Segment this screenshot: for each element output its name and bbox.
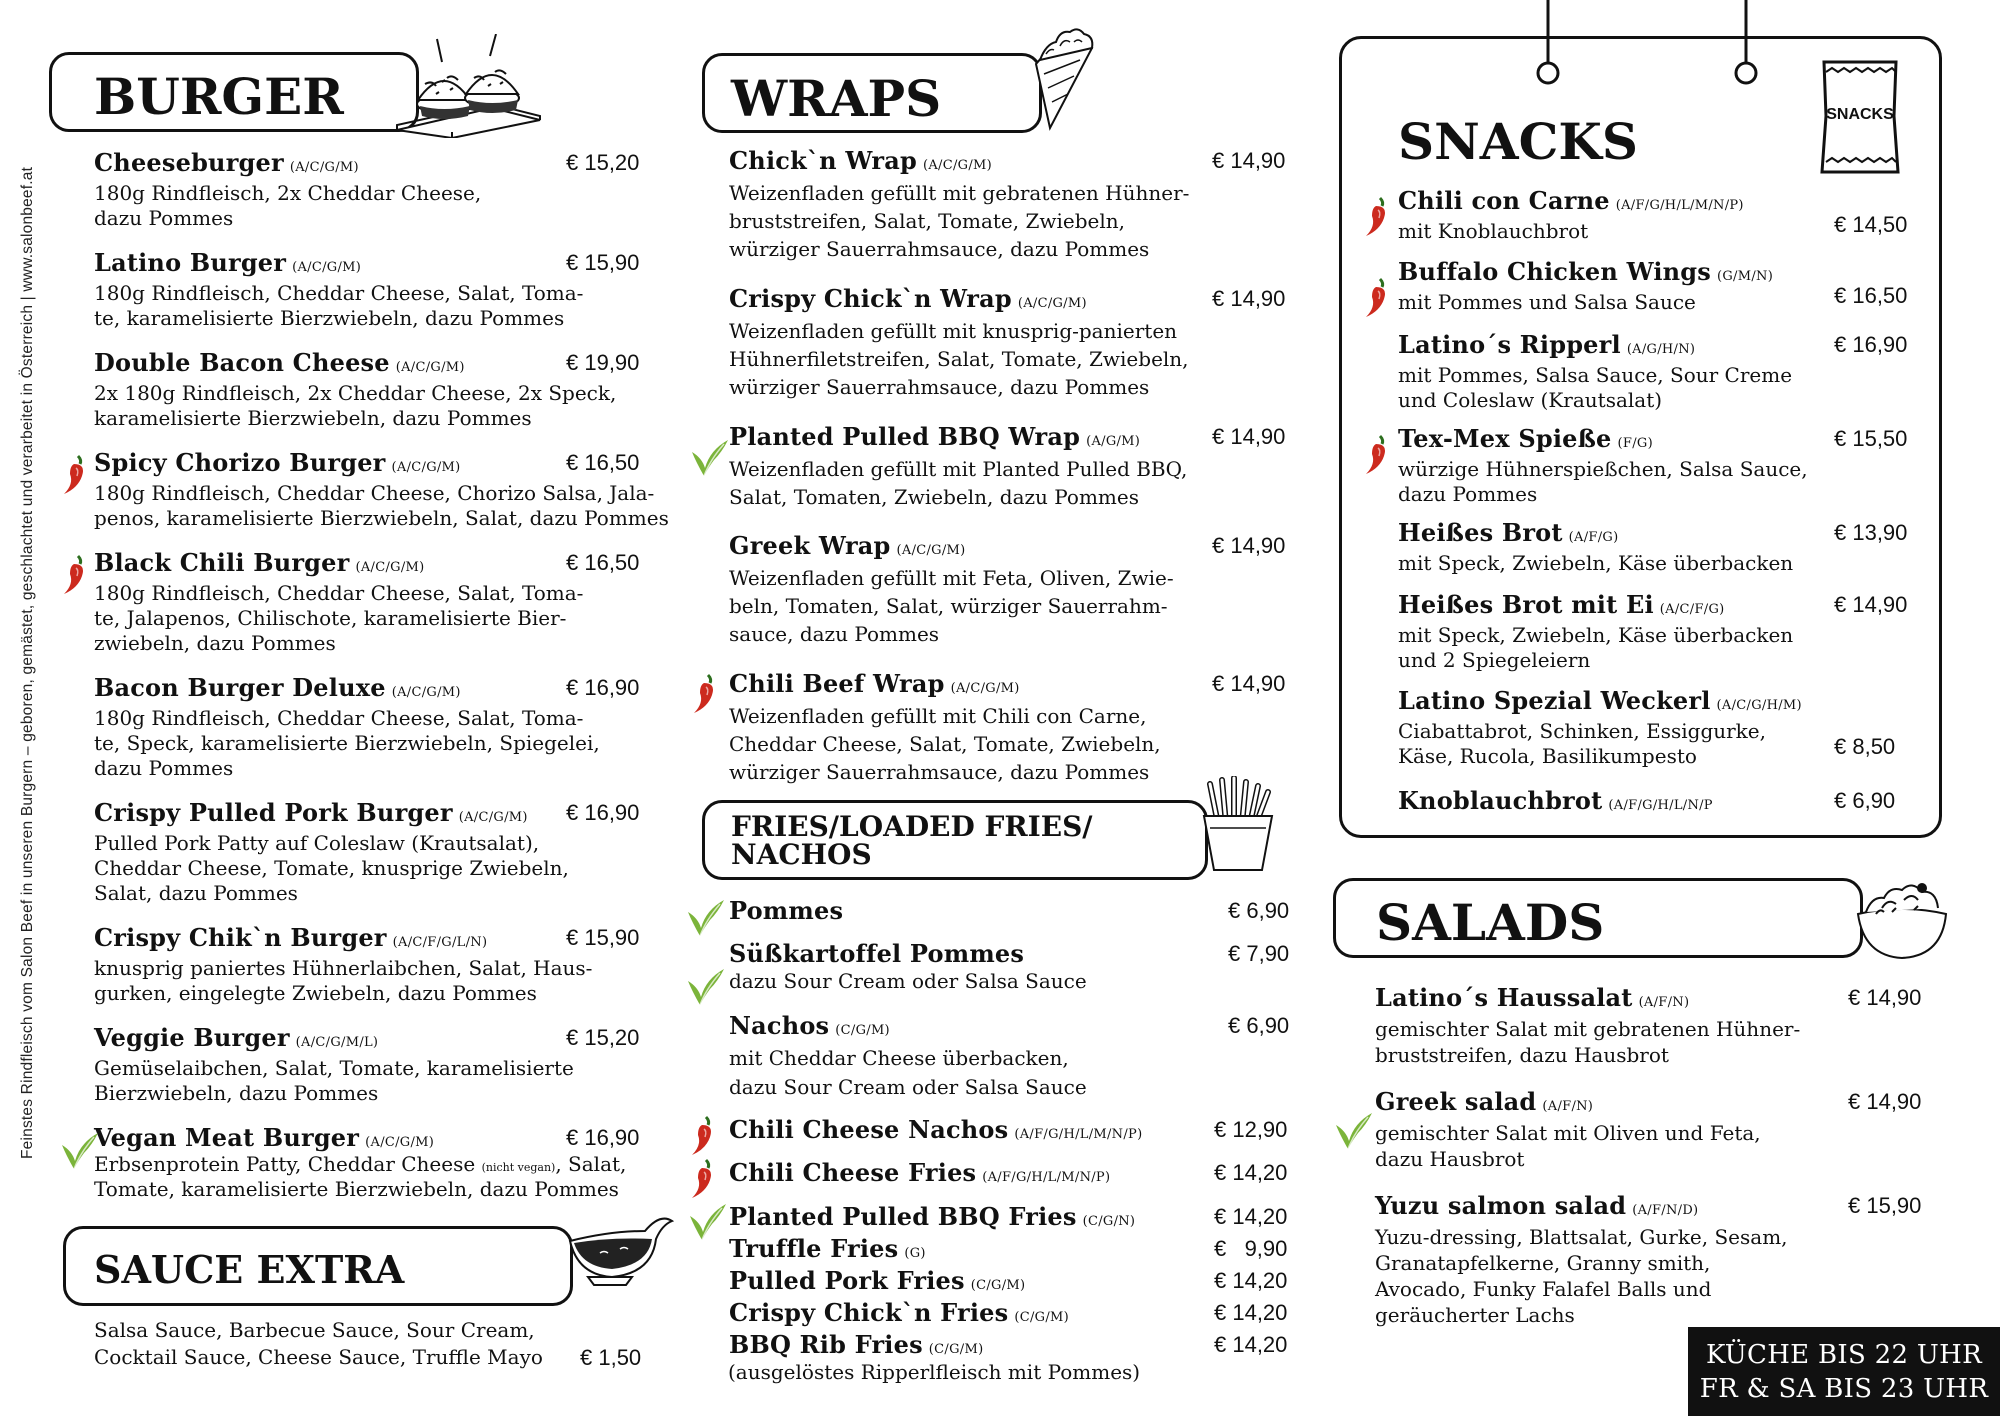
- item-allergens: (G/M/N): [1717, 269, 1774, 284]
- item-price: € 15,90: [566, 925, 640, 950]
- item-price: € 14,90: [1848, 1089, 1922, 1114]
- leaf-vegan-icon: [1334, 1111, 1374, 1155]
- item-description: 180g Rindfleisch, 2x Cheddar Cheese, dazu Pommes: [94, 181, 482, 230]
- item-description: Weizenfladen gefüllt mit knusprig-panierten Hühnerfiletstreifen, Salat, Tomate, Zwiebeln, würziger Sauerrahmsauce, dazu Pommes: [729, 319, 1189, 399]
- item-price: € 14,50: [1834, 212, 1908, 237]
- item-name: Yuzu salmon salad: [1375, 1191, 1627, 1220]
- item-name: Planted Pulled BBQ Fries: [729, 1202, 1077, 1231]
- sauce-line-1: Salsa Sauce, Barbecue Sauce, Sour Cream,: [94, 1318, 535, 1342]
- fries-illustration: [1196, 776, 1280, 874]
- leaf-vegan-icon: [690, 438, 730, 482]
- snack-item: [1398, 188, 1744, 244]
- item-allergens: (C/G/M): [1014, 1310, 1069, 1325]
- leaf-vegan-icon: [686, 967, 726, 1011]
- kitchen-hours: [1688, 1327, 2000, 1416]
- item-description: mit Cheddar Cheese überbacken, dazu Sour Cream oder Salsa Sauce: [729, 1046, 1087, 1099]
- item-price: € 15,20: [566, 1025, 640, 1050]
- side-note: Feinstes Rindfleisch vom Salon Beef in unseren Burgern – geboren, gemästet, geschlachtet und verarbeitet in Österreich | www.salonbeef.at: [19, 166, 36, 1159]
- item-price: € 6,90: [1834, 788, 1896, 813]
- item-name: Heißes Brot: [1398, 518, 1563, 547]
- item-name: Chili Beef Wrap: [729, 669, 945, 698]
- item-name: Süßkartoffel Pommes: [729, 939, 1025, 968]
- item-description: gemischter Salat mit Oliven und Feta, dazu Hausbrot: [1375, 1121, 1761, 1171]
- burger-illustration: [392, 34, 542, 138]
- desc-part: Erbsenprotein Patty, Cheddar Cheese: [94, 1152, 482, 1176]
- item-allergens: (A/C/G/M): [391, 460, 461, 475]
- item-name: Latino Spezial Weckerl: [1398, 686, 1711, 715]
- salads-header: [1333, 878, 1863, 958]
- fries-item: [729, 941, 1087, 996]
- item-price: € 14,90: [1848, 985, 1922, 1010]
- snacks-title: SNACKS: [1398, 112, 1638, 171]
- item-price: € 14,90: [1212, 148, 1286, 173]
- item-name: Crispy Chick`n Wrap: [729, 284, 1012, 313]
- item-price: € 16,50: [566, 550, 640, 575]
- leaf-vegan-icon: [688, 1202, 728, 1246]
- loaded-fries-item: [729, 1300, 1069, 1331]
- item-price: € 7,90: [1228, 941, 1290, 966]
- item-price: € 14,90: [1212, 424, 1286, 449]
- snack-item: [1398, 332, 1792, 413]
- hours-line-1: KÜCHE BIS 22 UHR: [1706, 1340, 1982, 1370]
- item-allergens: (A/C/G/M): [458, 810, 528, 825]
- fries-item: [729, 1013, 1087, 1102]
- item-price: € 14,90: [1834, 592, 1908, 617]
- fries-title: FRIES/LOADED FRIES/ NACHOS: [731, 810, 1093, 871]
- item-allergens: (A/F/N): [1542, 1099, 1594, 1114]
- wrap-item: [729, 671, 1161, 786]
- item-description: mit Knoblauchbrot: [1398, 219, 1589, 243]
- item-price: € 6,90: [1228, 1013, 1290, 1038]
- item-allergens: (A/C/G/M): [365, 1135, 435, 1150]
- salad-item: [1375, 1193, 1788, 1328]
- wraps-title: WRAPS: [731, 69, 942, 128]
- item-price: € 15,50: [1834, 426, 1908, 451]
- item-allergens: (A/F/N): [1638, 995, 1690, 1010]
- item-name: Knoblauchbrot: [1398, 786, 1603, 815]
- wrap-item: [729, 533, 1174, 648]
- burger-header: [49, 52, 419, 132]
- item-price: € 14,90: [1212, 671, 1286, 696]
- item-description: mit Speck, Zwiebeln, Käse überbacken und 2 Spiegeleiern: [1398, 623, 1794, 672]
- item-price: € 14,20: [1214, 1204, 1288, 1229]
- wrap-item: [729, 148, 1189, 263]
- item-name: Spicy Chorizo Burger: [94, 448, 386, 477]
- item-allergens: (C/G/M): [835, 1023, 890, 1038]
- item-name: Buffalo Chicken Wings: [1398, 257, 1711, 286]
- item-name: Greek Wrap: [729, 531, 891, 560]
- item-description: Ciabattabrot, Schinken, Essiggurke, Käse, Rucola, Basilikumpesto: [1398, 719, 1766, 768]
- item-description: knusprig paniertes Hühnerlaibchen, Salat, Haus- gurken, eingelegte Zwiebeln, dazu Pommes: [94, 956, 593, 1005]
- item-allergens: (A/F/G/H/L/N/P: [1608, 798, 1713, 813]
- item-description: Weizenfladen gefüllt mit Feta, Oliven, Zwie- beln, Tomaten, Salat, würziger Sauerrahm- sauce, dazu Pommes: [729, 566, 1174, 646]
- fries-item: [729, 898, 843, 924]
- item-description: mit Pommes, Salsa Sauce, Sour Creme und Coleslaw (Krautsalat): [1398, 363, 1793, 412]
- item-allergens: (A/F/G/H/L/M/N/P): [982, 1170, 1111, 1185]
- item-description: gemischter Salat mit gebratenen Hühner- bruststreifen, dazu Hausbrot: [1375, 1017, 1801, 1067]
- item-allergens: (A/C/G/H/M): [1716, 698, 1802, 713]
- chili-spicy-icon: [1362, 196, 1390, 242]
- leaf-vegan-icon: [686, 898, 726, 942]
- item-allergens: (A/C/F/G): [1659, 602, 1725, 617]
- item-allergens: (A/C/G/M): [289, 160, 359, 175]
- item-name: Nachos: [729, 1011, 830, 1040]
- sauce-title: SAUCE EXTRA: [94, 1247, 405, 1292]
- vegan-burger-description: [94, 1152, 626, 1180]
- salad-item: [1375, 985, 1800, 1068]
- chili-spicy-icon: [1362, 434, 1390, 480]
- item-price: € 16,50: [566, 450, 640, 475]
- item-name: Greek salad: [1375, 1087, 1537, 1116]
- item-price: € 16,90: [1834, 332, 1908, 357]
- item-description: würzige Hühnerspießchen, Salsa Sauce, dazu Pommes: [1398, 457, 1808, 506]
- item-allergens: (A/G/M): [1086, 434, 1141, 449]
- item-name: Latino´s Ripperl: [1398, 330, 1621, 359]
- item-allergens: (A/F/G/H/L/M/N/P): [1615, 198, 1744, 213]
- item-name: Chili con Carne: [1398, 186, 1610, 215]
- item-price: € 14,90: [1212, 286, 1286, 311]
- item-name: Pommes: [729, 896, 844, 925]
- item-price: € 14,90: [1212, 533, 1286, 558]
- item-price: € 16,50: [1834, 283, 1908, 308]
- wraps-header: [702, 53, 1042, 133]
- item-description: Yuzu-dressing, Blattsalat, Gurke, Sesam, Granatapfelkerne, Granny smith, Avocado, Funky Falafel Balls und geräucherter Lachs: [1375, 1225, 1788, 1327]
- item-price: € 15,90: [1848, 1193, 1922, 1218]
- sauce-header: [63, 1226, 573, 1306]
- snack-item: [1398, 592, 1793, 673]
- item-name: Latino Burger: [94, 248, 287, 277]
- sauce-line-2: Cocktail Sauce, Cheese Sauce, Truffle Mayo: [94, 1345, 543, 1369]
- item-allergens: (G): [904, 1246, 926, 1261]
- item-price: € 14,20: [1214, 1300, 1288, 1325]
- snack-item: [1398, 259, 1773, 315]
- item-price: € 15,20: [566, 150, 640, 175]
- item-price: € 6,90: [1228, 898, 1290, 923]
- item-allergens: (A/C/G/M): [1017, 296, 1087, 311]
- burger-item: [94, 550, 583, 656]
- item-description: dazu Sour Cream oder Salsa Sauce: [729, 969, 1087, 993]
- loaded-fries-item: [729, 1204, 1135, 1235]
- item-description: 180g Rindfleisch, Cheddar Cheese, Chorizo Salsa, Jala- penos, karamelisierte Bierzwiebeln, Salat, dazu Pommes: [94, 481, 669, 530]
- rib-note: (ausgelöstes Ripperlfleisch mit Pommes): [728, 1360, 1141, 1384]
- item-name: Pulled Pork Fries: [729, 1266, 965, 1295]
- burger-item: [94, 675, 600, 781]
- item-allergens: (A/C/G/M): [292, 260, 362, 275]
- loaded-fries-item: [729, 1236, 926, 1267]
- item-name: Crispy Pulled Pork Burger: [94, 798, 453, 827]
- hours-line-2: FR & SA BIS 23 UHR: [1699, 1374, 1989, 1404]
- item-price: € 14,20: [1214, 1268, 1288, 1293]
- item-name: Vegan Meat Burger: [94, 1123, 360, 1152]
- fries-header: [702, 800, 1208, 880]
- item-allergens: (A/F/N/D): [1632, 1203, 1699, 1218]
- item-allergens: (C/G/M): [970, 1278, 1026, 1293]
- item-allergens: (A/G/H/N): [1626, 342, 1696, 357]
- loaded-fries-item: [729, 1268, 1025, 1299]
- item-price: € 12,90: [1214, 1117, 1288, 1142]
- snacks-bag-label: SNACKS: [1826, 106, 1894, 123]
- snacks-bag-illustration: [1818, 58, 1902, 176]
- not-vegan-note: (nicht vegan): [481, 1161, 556, 1174]
- item-price: € 8,50: [1834, 734, 1896, 759]
- item-allergens: (A/C/G/M): [355, 560, 425, 575]
- item-name: Planted Pulled BBQ Wrap: [729, 422, 1081, 451]
- item-name: Truffle Fries: [729, 1234, 899, 1263]
- item-allergens: (A/C/G/M): [950, 681, 1020, 696]
- snack-item: [1398, 520, 1793, 576]
- item-description: mit Pommes und Salsa Sauce: [1398, 290, 1696, 314]
- item-allergens: (A/C/G/M): [896, 543, 966, 558]
- item-allergens: (C/G/M): [928, 1342, 984, 1357]
- burger-item: [94, 150, 481, 231]
- burger-title: BURGER: [94, 67, 344, 126]
- item-name: Tex-Mex Spieße: [1398, 424, 1612, 453]
- burger-item: [94, 925, 592, 1006]
- item-name: Black Chili Burger: [94, 548, 350, 577]
- item-description: Gemüselaibchen, Salat, Tomate, karamelisierte Bierzwiebeln, dazu Pommes: [94, 1056, 574, 1105]
- burger-item: [94, 800, 569, 906]
- wrap-illustration: [1030, 24, 1100, 132]
- board-hooks: [1530, 0, 1760, 90]
- item-allergens: (A/C/G/M): [922, 158, 992, 173]
- item-name: Double Bacon Cheese: [94, 348, 390, 377]
- item-price: € 16,90: [566, 675, 640, 700]
- item-description: Weizenfladen gefüllt mit Planted Pulled BBQ, Salat, Tomaten, Zwiebeln, dazu Pommes: [729, 457, 1188, 509]
- salad-item: [1375, 1089, 1761, 1172]
- item-name: Chili Cheese Nachos: [729, 1115, 1009, 1144]
- loaded-fries-item: [729, 1160, 1110, 1191]
- item-price: € 13,90: [1834, 520, 1908, 545]
- snack-item: [1398, 426, 1808, 507]
- wrap-item: [729, 424, 1187, 511]
- item-allergens: (A/C/F/G/L/N): [392, 935, 488, 950]
- item-description: 180g Rindfleisch, Cheddar Cheese, Salat, Toma- te, karamelisierte Bierzwiebeln, dazu Pommes: [94, 281, 584, 330]
- salads-title: SALADS: [1376, 893, 1605, 952]
- burger-item: [94, 350, 616, 431]
- item-allergens: (C/G/N): [1082, 1214, 1136, 1229]
- item-description: 180g Rindfleisch, Cheddar Cheese, Salat, Toma- te, Jalapenos, Chilischote, karamelisierte Bier- zwiebeln, dazu Pommes: [94, 581, 584, 655]
- sauce-price: € 1,50: [580, 1345, 642, 1370]
- burger-item: [94, 1025, 574, 1106]
- item-allergens: (F/G): [1617, 436, 1653, 451]
- vegan-burger-description-2: Tomate, karamelisierte Bierzwiebeln, dazu Pommes: [94, 1177, 619, 1201]
- item-name: Cheeseburger: [94, 148, 284, 177]
- snack-item: [1398, 788, 1713, 819]
- burger-item: [94, 250, 583, 331]
- chili-spicy-icon: [60, 454, 88, 500]
- item-name: Bacon Burger Deluxe: [94, 673, 386, 702]
- item-allergens: (A/C/G/M/L): [295, 1035, 379, 1050]
- item-name: BBQ Rib Fries: [729, 1330, 923, 1359]
- sauce-boat-illustration: [560, 1203, 675, 1287]
- item-description: Weizenfladen gefüllt mit gebratenen Hühner- bruststreifen, Salat, Tomate, Zwiebeln, würziger Sauerrahmsauce, dazu Pommes: [729, 181, 1190, 261]
- item-name: Latino´s Haussalat: [1375, 983, 1633, 1012]
- item-allergens: (A/F/G/H/L/M/N/P): [1014, 1127, 1143, 1142]
- item-name: Heißes Brot mit Ei: [1398, 590, 1654, 619]
- chili-spicy-icon: [60, 554, 88, 600]
- chili-spicy-icon: [690, 673, 718, 719]
- chili-spicy-icon: [1362, 277, 1390, 323]
- snack-item: [1398, 688, 1802, 769]
- item-price: € 14,20: [1214, 1332, 1288, 1357]
- item-price: € 16,90: [566, 800, 640, 825]
- item-name: Crispy Chick`n Fries: [729, 1298, 1009, 1327]
- item-name: Crispy Chik`n Burger: [94, 923, 387, 952]
- item-allergens: (A/F/G): [1568, 530, 1619, 545]
- item-price: € 9,90: [1214, 1236, 1288, 1261]
- loaded-fries-item: [729, 1332, 983, 1363]
- wrap-item: [729, 286, 1189, 401]
- chili-spicy-icon: [688, 1115, 716, 1161]
- item-description: Weizenfladen gefüllt mit Chili con Carne, Cheddar Cheese, Salat, Tomate, Zwiebeln, würziger Sauerrahmsauce, dazu Pommes: [729, 704, 1161, 784]
- item-description: 2x 180g Rindfleisch, 2x Cheddar Cheese, 2x Speck, karamelisierte Bierzwiebeln, dazu Pommes: [94, 381, 617, 430]
- item-price: € 16,90: [566, 1125, 640, 1150]
- item-price: € 19,90: [566, 350, 640, 375]
- item-name: Chick`n Wrap: [729, 146, 917, 175]
- item-name: Chili Cheese Fries: [729, 1158, 977, 1187]
- desc-part: , Salat,: [555, 1152, 627, 1176]
- item-allergens: (A/C/G/M): [395, 360, 465, 375]
- item-price: € 14,20: [1214, 1160, 1288, 1185]
- item-allergens: (A/C/G/M): [391, 685, 461, 700]
- item-name: Veggie Burger: [94, 1023, 290, 1052]
- loaded-fries-item: [729, 1117, 1142, 1148]
- item-price: € 15,90: [566, 250, 640, 275]
- chili-spicy-icon: [688, 1158, 716, 1204]
- item-description: mit Speck, Zwiebeln, Käse überbacken: [1398, 551, 1794, 575]
- item-description: Pulled Pork Patty auf Coleslaw (Krautsalat), Cheddar Cheese, Tomate, knusprige Zwiebeln, Salat, dazu Pommes: [94, 831, 569, 905]
- item-description: 180g Rindfleisch, Cheddar Cheese, Salat, Toma- te, Speck, karamelisierte Bierzwiebeln, Spiegelei, dazu Pommes: [94, 706, 600, 780]
- salad-bowl-illustration: [1852, 870, 1952, 962]
